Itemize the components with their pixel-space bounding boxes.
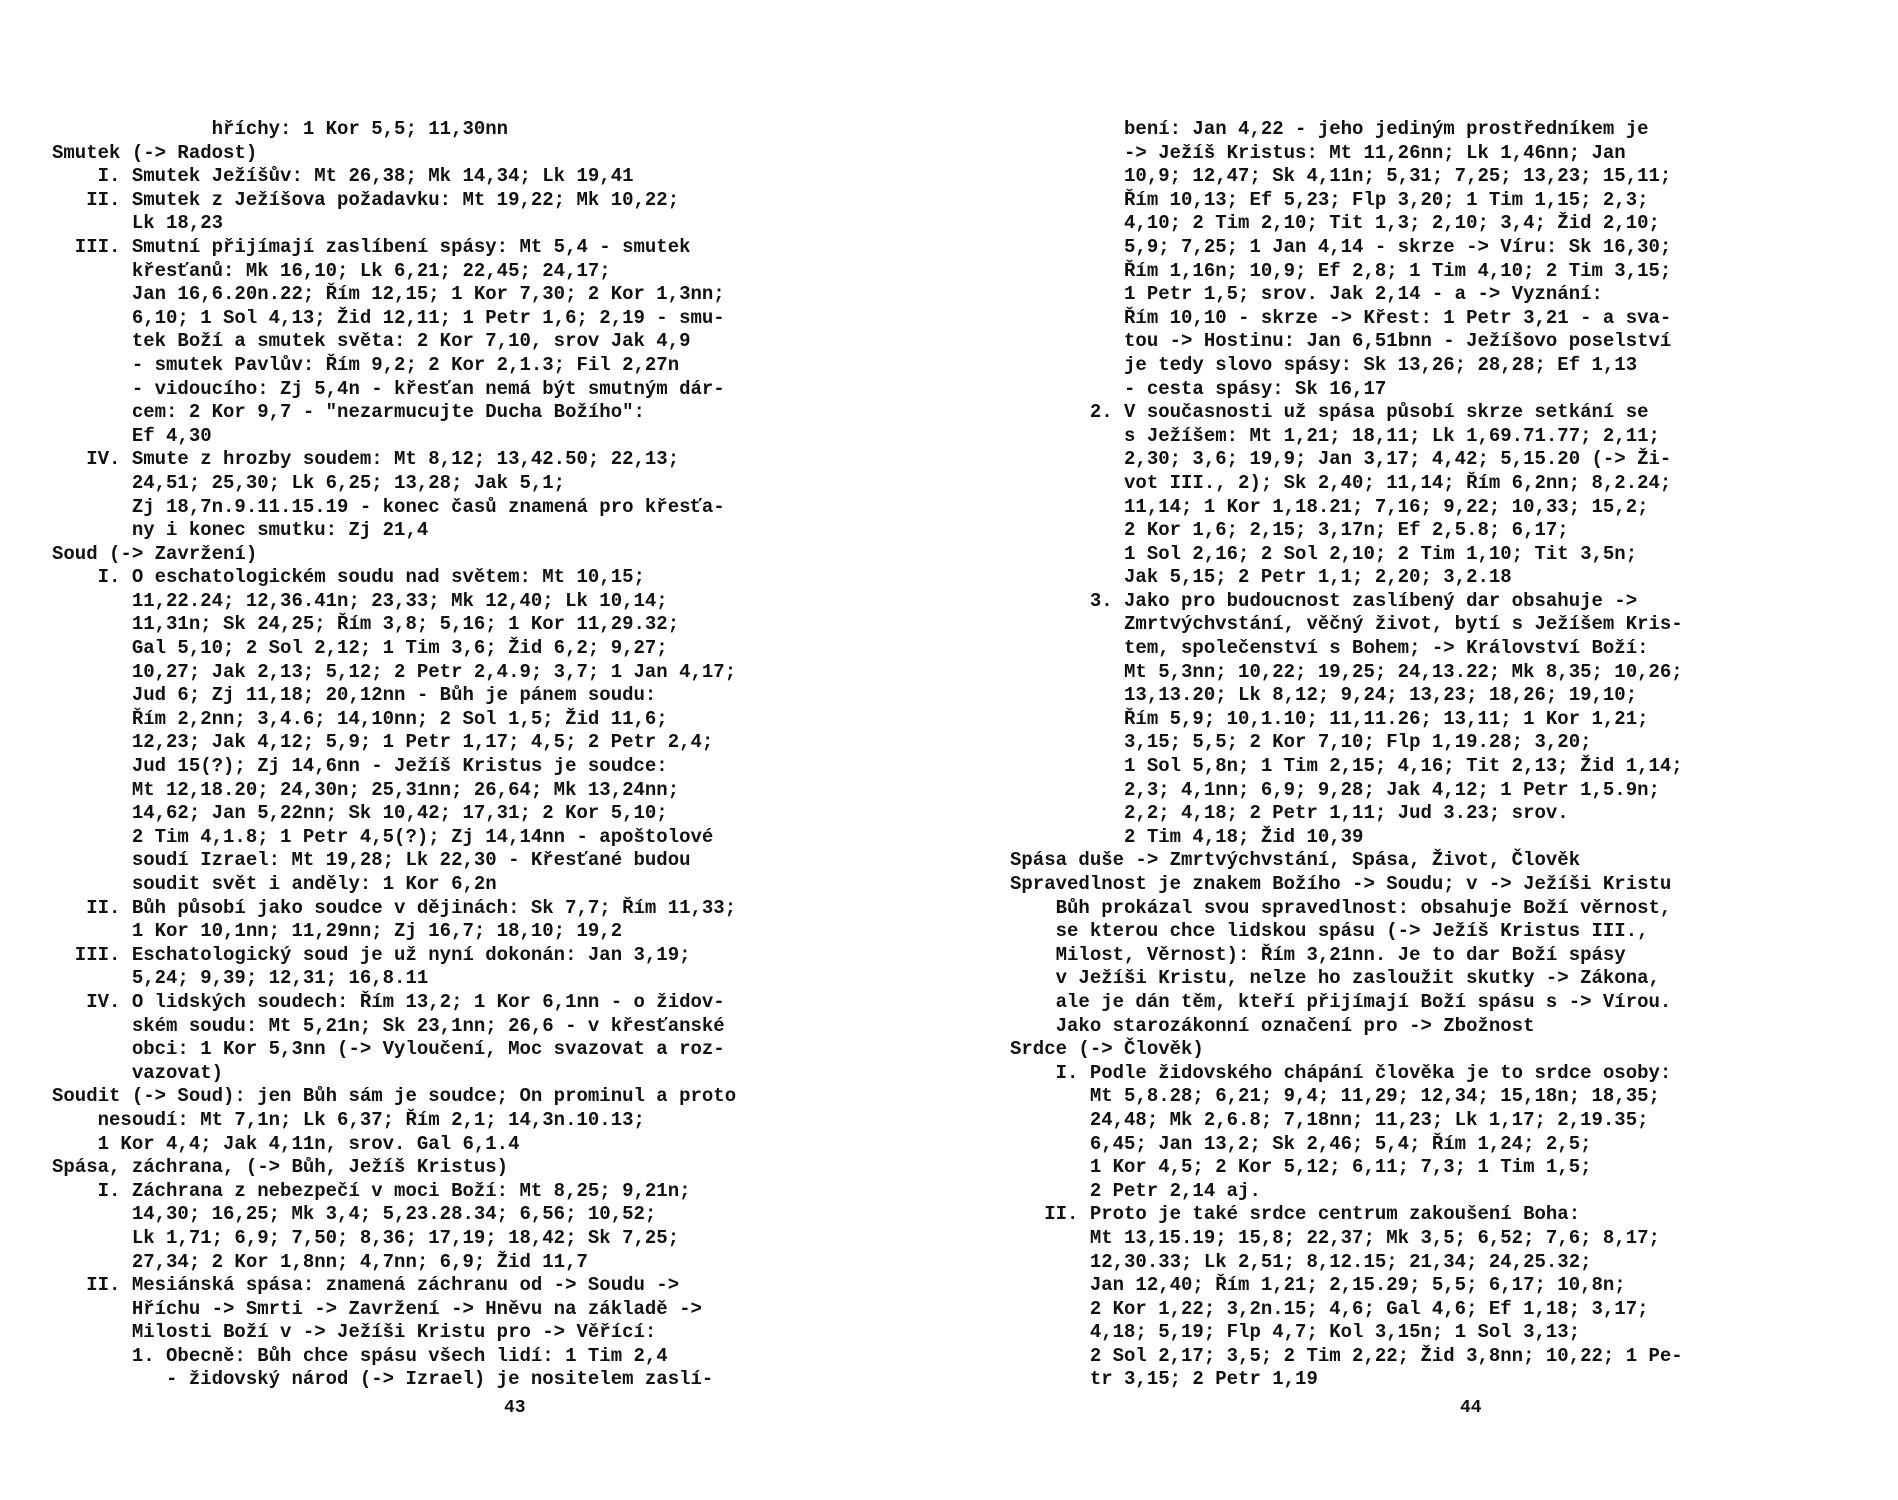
text-line: -> Ježíš Kristus: Mt 11,26nn; Lk 1,46nn; Jan	[1010, 141, 1626, 164]
text-line: 2. V současnosti už spása působí skrze setkání se	[1010, 401, 1649, 424]
text-line: Mt 5,3nn; 10,22; 19,25; 24,13.22; Mk 8,35; 10,26;	[1010, 660, 1683, 683]
text-line: soudit svět i anděly: 1 Kor 6,2n	[52, 873, 497, 895]
text-line: 6,10; 1 Sol 4,13; Žid 12,11; 1 Petr 1,6; 2,19 - smu-	[52, 306, 725, 329]
text-line: ském soudu: Mt 5,21n; Sk 23,1nn; 26,6 - v křesťanské	[52, 1014, 725, 1037]
text-line: s Ježíšem: Mt 1,21; 18,11; Lk 1,69.71.77; 2,11;	[1010, 424, 1660, 447]
text-line: I. Smutek Ježíšův: Mt 26,38; Mk 14,34; Lk 19,41	[52, 165, 634, 188]
text-line: 1 Sol 2,16; 2 Sol 2,10; 2 Tim 1,10; Tit 3,5n;	[1010, 542, 1638, 565]
text-line: vot III., 2); Sk 2,40; 11,14; Řím 6,2nn; 8,2.24;	[1010, 471, 1672, 494]
text-line: Řím 1,16n; 10,9; Ef 2,8; 1 Tim 4,10; 2 Tim 3,15;	[1010, 259, 1672, 282]
text-line: Řím 5,9; 10,1.10; 11,11.26; 13,11; 1 Kor 1,21;	[1010, 707, 1649, 730]
text-line: 24,48; Mk 2,6.8; 7,18nn; 11,23; Lk 1,17; 2,19.35;	[1010, 1108, 1649, 1131]
left-page-text	[52, 118, 912, 1388]
text-line: vazovat)	[52, 1061, 224, 1084]
text-line: 2 Sol 2,17; 3,5; 2 Tim 2,22; Žid 3,8nn; 10,22; 1 Pe-	[1010, 1344, 1683, 1367]
text-line: soudí Izrael: Mt 19,28; Lk 22,30 - Křesťané budou	[52, 849, 691, 872]
text-line: cem: 2 Kor 9,7 - "nezarmucujte Ducha Božího":	[52, 401, 645, 424]
text-line: 2,30; 3,6; 19,9; Jan 3,17; 4,42; 5,15.20 (-> Ži-	[1010, 448, 1672, 471]
right-page-number: 44	[1460, 1398, 1482, 1418]
text-line: Smutek (-> Radost)	[52, 141, 258, 164]
text-line: Spása duše -> Zmrtvýchvstání, Spása, Život, Člověk	[1010, 849, 1581, 872]
text-line: Ef 4,30	[52, 424, 212, 447]
text-line: Jako starozákonní označení pro -> Zbožnost	[1010, 1014, 1535, 1037]
text-line: Zmrtvýchvstání, věčný život, bytí s Ježíšem Kris-	[1010, 613, 1683, 636]
text-line: Soud (-> Zavržení)	[52, 542, 258, 565]
text-line: 12,23; Jak 4,12; 5,9; 1 Petr 1,17; 4,5; 2 Petr 2,4;	[52, 731, 714, 754]
text-line: Jan 12,40; Řím 1,21; 2,15.29; 5,5; 6,17; 10,8n;	[1010, 1274, 1626, 1297]
text-line: 1. Obecně: Bůh chce spásu všech lidí: 1 Tim 2,4	[52, 1344, 668, 1367]
text-line: 1 Sol 5,8n; 1 Tim 2,15; 4,16; Tit 2,13; Žid 1,14;	[1010, 755, 1683, 778]
text-line: Jud 6; Zj 11,18; 20,12nn - Bůh je pánem soudu:	[52, 684, 657, 707]
text-line: 12,30.33; Lk 2,51; 8,12.15; 21,34; 24,25.32;	[1010, 1250, 1592, 1273]
text-line: I. O eschatologickém soudu nad světem: Mt 10,15;	[52, 566, 645, 589]
text-line: 2 Tim 4,1.8; 1 Petr 4,5(?); Zj 14,14nn - apoštolové	[52, 825, 714, 848]
text-line: 1 Kor 4,5; 2 Kor 5,12; 6,11; 7,3; 1 Tim 1,5;	[1010, 1156, 1592, 1179]
text-line: 2 Kor 1,6; 2,15; 3,17n; Ef 2,5.8; 6,17;	[1010, 519, 1569, 542]
text-line: Zj 18,7n.9.11.15.19 - konec časů znamená pro křesťa-	[52, 495, 725, 518]
text-line: 10,9; 12,47; Sk 4,11n; 5,31; 7,25; 13,23; 15,11;	[1010, 165, 1672, 188]
text-line: Gal 5,10; 2 Sol 2,12; 1 Tim 3,6; Žid 6,2; 9,27;	[52, 637, 668, 660]
text-line: Jan 16,6.20n.22; Řím 12,15; 1 Kor 7,30; 2 Kor 1,3nn;	[52, 283, 725, 306]
text-line: 4,10; 2 Tim 2,10; Tit 1,3; 2,10; 3,4; Žid 2,10;	[1010, 212, 1660, 235]
text-line: II. Proto je také srdce centrum zakoušení Boha:	[1010, 1203, 1581, 1226]
text-line: Mt 12,18.20; 24,30n; 25,31nn; 26,64; Mk 13,24nn;	[52, 778, 680, 801]
text-line: 27,34; 2 Kor 1,8nn; 4,7nn; 6,9; Žid 11,7	[52, 1250, 588, 1273]
text-line: 6,45; Jan 13,2; Sk 2,46; 5,4; Řím 1,24; 2,5;	[1010, 1132, 1592, 1155]
text-line: tek Boží a smutek světa: 2 Kor 7,10, srov Jak 4,9	[52, 330, 691, 353]
text-line: 2 Tim 4,18; Žid 10,39	[1010, 825, 1364, 848]
text-line: Soudit (-> Soud): jen Bůh sám je soudce; On prominul a proto	[52, 1085, 737, 1108]
text-line: I. Podle židovského chápání člověka je to srdce osoby:	[1010, 1061, 1672, 1084]
text-line: - vidoucího: Zj 5,4n - křesťan nemá být smutným dár-	[52, 377, 725, 400]
right-page-text	[1010, 118, 1870, 1388]
text-line: 24,51; 25,30; Lk 6,25; 13,28; Jak 5,1;	[52, 471, 566, 494]
text-line: 11,31n; Sk 24,25; Řím 3,8; 5,16; 1 Kor 11,29.32;	[52, 613, 680, 636]
text-line: tr 3,15; 2 Petr 1,19	[1010, 1368, 1318, 1388]
text-line: II. Mesiánská spása: znamená záchranu od -> Soudu ->	[52, 1274, 680, 1297]
text-line: 13,13.20; Lk 8,12; 9,24; 13,23; 18,26; 19,10;	[1010, 684, 1638, 707]
text-line: 3. Jako pro budoucnost zaslíbený dar obsahuje ->	[1010, 589, 1638, 612]
text-line: Řím 10,13; Ef 5,23; Flp 3,20; 1 Tim 1,15; 2,3;	[1010, 188, 1649, 211]
text-line: 5,24; 9,39; 12,31; 16,8.11	[52, 967, 429, 990]
text-line: 1 Kor 4,4; Jak 4,11n, srov. Gal 6,1.4	[52, 1132, 520, 1155]
text-line: Spása, záchrana, (-> Bůh, Ježíš Kristus)	[52, 1156, 509, 1179]
text-line: Bůh prokázal svou spravedlnost: obsahuje Boží věrnost,	[1010, 896, 1672, 919]
text-line: 2 Kor 1,22; 3,2n.15; 4,6; Gal 4,6; Ef 1,18; 3,17;	[1010, 1297, 1649, 1320]
text-line: Milosti Boží v -> Ježíši Kristu pro -> Věřící:	[52, 1321, 657, 1344]
text-line: II. Bůh působí jako soudce v dějinách: Sk 7,7; Řím 11,33;	[52, 896, 737, 919]
text-line: Lk 18,23	[52, 212, 224, 235]
text-line: 3,15; 5,5; 2 Kor 7,10; Flp 1,19.28; 3,20;	[1010, 731, 1592, 754]
text-line: Jak 5,15; 2 Petr 1,1; 2,20; 3,2.18	[1010, 566, 1512, 589]
text-line: Řím 10,10 - skrze -> Křest: 1 Petr 3,21 - a sva-	[1010, 306, 1672, 329]
text-line: tem, společenství s Bohem; -> Království Boží:	[1010, 637, 1649, 660]
text-line: tou -> Hostinu: Jan 6,51bnn - Ježíšovo poselství	[1010, 330, 1672, 353]
text-line: Mt 5,8.28; 6,21; 9,4; 11,29; 12,34; 15,18n; 18,35;	[1010, 1085, 1660, 1108]
text-line: Řím 2,2nn; 3,4.6; 14,10nn; 2 Sol 1,5; Žid 11,6;	[52, 707, 668, 730]
text-line: - cesta spásy: Sk 16,17	[1010, 377, 1387, 400]
text-line: ale je dán těm, kteří přijímají Boží spásu s -> Vírou.	[1010, 990, 1672, 1013]
text-line: křesťanů: Mk 16,10; Lk 6,21; 22,45; 24,17;	[52, 259, 611, 282]
text-line: Lk 1,71; 6,9; 7,50; 8,36; 17,19; 18,42; Sk 7,25;	[52, 1226, 680, 1249]
text-line: je tedy slovo spásy: Sk 13,26; 28,28; Ef 1,13	[1010, 353, 1638, 376]
text-line: Spravedlnost je znakem Božího -> Soudu; v -> Ježíši Kristu	[1010, 873, 1672, 895]
text-line: bení: Jan 4,22 - jeho jediným prostředníkem je	[1010, 118, 1649, 140]
text-line: Hříchu -> Smrti -> Zavržení -> Hněvu na základě ->	[52, 1297, 702, 1320]
left-page-number: 43	[504, 1398, 526, 1418]
text-line: ny i konec smutku: Zj 21,4	[52, 519, 429, 542]
text-line: 11,22.24; 12,36.41n; 23,33; Mk 12,40; Lk 10,14;	[52, 589, 668, 612]
text-line: v Ježíši Kristu, nelze ho zasloužit skutky -> Zákona,	[1010, 967, 1660, 990]
text-line: - smutek Pavlův: Řím 9,2; 2 Kor 2,1.3; Fil 2,27n	[52, 353, 680, 376]
text-line: hříchy: 1 Kor 5,5; 11,30nn	[52, 118, 509, 140]
text-line: IV. O lidských soudech: Řím 13,2; 1 Kor 6,1nn - o židov-	[52, 990, 725, 1013]
text-line: 2 Petr 2,14 aj.	[1010, 1179, 1261, 1202]
text-line: 14,30; 16,25; Mk 3,4; 5,23.28.34; 6,56; 10,52;	[52, 1203, 657, 1226]
text-line: 11,14; 1 Kor 1,18.21; 7,16; 9,22; 10,33; 15,2;	[1010, 495, 1649, 518]
text-line: 1 Petr 1,5; srov. Jak 2,14 - a -> Vyznání:	[1010, 283, 1603, 306]
text-line: I. Záchrana z nebezpečí v moci Boží: Mt 8,25; 9,21n;	[52, 1179, 691, 1202]
text-line: nesoudí: Mt 7,1n; Lk 6,37; Řím 2,1; 14,3n.10.13;	[52, 1108, 645, 1131]
text-line: 4,18; 5,19; Flp 4,7; Kol 3,15n; 1 Sol 3,13;	[1010, 1321, 1581, 1344]
text-line: 14,62; Jan 5,22nn; Sk 10,42; 17,31; 2 Kor 5,10;	[52, 802, 668, 825]
text-line: III. Eschatologický soud je už nyní dokonán: Jan 3,19;	[52, 943, 691, 966]
text-line: 2,3; 4,1nn; 6,9; 9,28; Jak 4,12; 1 Petr 1,5.9n;	[1010, 778, 1660, 801]
text-line: 1 Kor 10,1nn; 11,29nn; Zj 16,7; 18,10; 19,2	[52, 920, 623, 943]
text-line: 5,9; 7,25; 1 Jan 4,14 - skrze -> Víru: Sk 16,30;	[1010, 235, 1672, 258]
text-line: Milost, Věrnost): Řím 3,21nn. Je to dar Boží spásy	[1010, 943, 1626, 966]
text-line: 2,2; 4,18; 2 Petr 1,11; Jud 3.23; srov.	[1010, 802, 1569, 825]
text-line: III. Smutní přijímají zaslíbení spásy: Mt 5,4 - smutek	[52, 235, 691, 258]
text-line: Mt 13,15.19; 15,8; 22,37; Mk 3,5; 6,52; 7,6; 8,17;	[1010, 1226, 1660, 1249]
text-line: II. Smutek z Ježíšova požadavku: Mt 19,22; Mk 10,22;	[52, 188, 680, 211]
text-line: se kterou chce lidskou spásu (-> Ježíš Kristus III.,	[1010, 920, 1649, 943]
text-line: Jud 15(?); Zj 14,6nn - Ježíš Kristus je soudce:	[52, 755, 668, 778]
text-line: 10,27; Jak 2,13; 5,12; 2 Petr 2,4.9; 3,7; 1 Jan 4,17;	[52, 660, 737, 683]
text-line: Srdce (-> Člověk)	[1010, 1038, 1204, 1061]
text-line: IV. Smute z hrozby soudem: Mt 8,12; 13,42.50; 22,13;	[52, 448, 680, 471]
text-line: - židovský národ (-> Izrael) je nositelem zaslí-	[52, 1368, 714, 1388]
text-line: obci: 1 Kor 5,3nn (-> Vyloučení, Moc svazovat a roz-	[52, 1038, 725, 1061]
